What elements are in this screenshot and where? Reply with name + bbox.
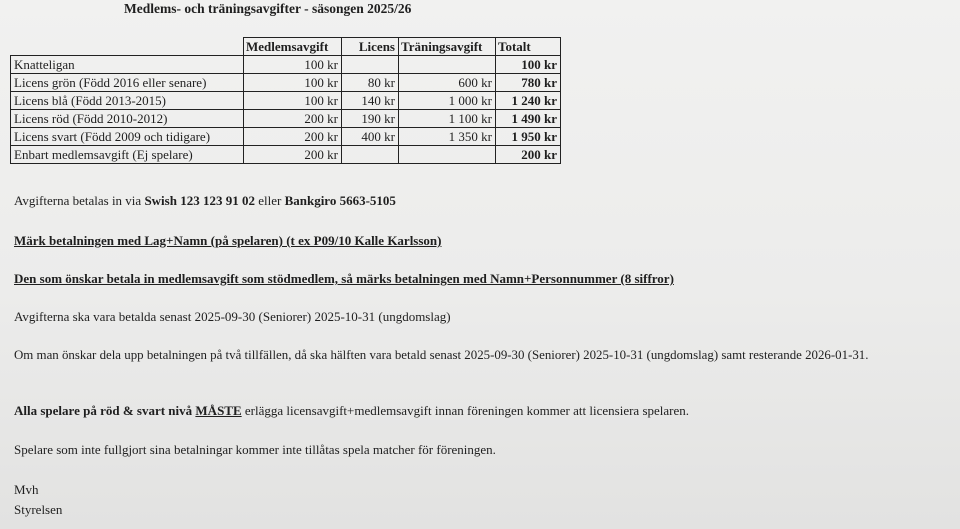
row-license bbox=[342, 146, 399, 164]
row-license: 190 kr bbox=[342, 110, 399, 128]
row-training: 600 kr bbox=[399, 74, 496, 92]
header-license: Licens bbox=[342, 38, 399, 56]
row-membership: 100 kr bbox=[244, 92, 342, 110]
row-name: Licens svart (Född 2009 och tidigare) bbox=[11, 128, 244, 146]
row-name: Licens röd (Född 2010-2012) bbox=[11, 110, 244, 128]
row-total: 1 490 kr bbox=[496, 110, 561, 128]
row-membership: 200 kr bbox=[244, 128, 342, 146]
swish-number: Swish 123 123 91 02 bbox=[144, 193, 255, 208]
table-row bbox=[11, 56, 561, 74]
row-membership: 200 kr bbox=[244, 146, 342, 164]
table-header-row bbox=[11, 38, 561, 56]
header-total: Totalt bbox=[496, 38, 561, 56]
header-blank bbox=[11, 38, 244, 56]
license-rule-note bbox=[14, 403, 689, 419]
deadline-note: Avgifterna ska vara betalda senast 2025-09-30 (Seniorer) 2025-10-31 (ungdomslag) bbox=[14, 309, 451, 324]
row-license: 400 kr bbox=[342, 128, 399, 146]
row-name: Licens blå (Född 2013-2015) bbox=[11, 92, 244, 110]
row-training bbox=[399, 146, 496, 164]
table-row bbox=[11, 110, 561, 128]
license-rule-prefix: Alla spelare på röd & svart nivå bbox=[14, 403, 196, 418]
table-row bbox=[11, 146, 561, 164]
header-membership: Medlemsavgift bbox=[244, 38, 342, 56]
row-license bbox=[342, 56, 399, 74]
no-matches-note: Spelare som inte fullgjort sina betalningar kommer inte tillåtas spela matcher för föreningen. bbox=[14, 442, 496, 457]
row-total: 780 kr bbox=[496, 74, 561, 92]
mark-payment-note: Märk betalningen med Lag+Namn (på spelaren) (t ex P09/10 Kalle Karlsson) bbox=[14, 233, 442, 248]
bankgiro-number: Bankgiro 5663-5105 bbox=[284, 193, 396, 208]
row-license: 140 kr bbox=[342, 92, 399, 110]
signoff-sender: Styrelsen bbox=[14, 502, 63, 517]
row-name: Knatteligan bbox=[11, 56, 244, 74]
payment-info bbox=[14, 193, 396, 209]
row-name: Enbart medlemsavgift (Ej spelare) bbox=[11, 146, 244, 164]
table-row bbox=[11, 128, 561, 146]
row-membership: 200 kr bbox=[244, 110, 342, 128]
license-rule-rest: erlägga licensavgift+medlemsavgift innan föreningen kommer att licensiera spelaren. bbox=[241, 403, 689, 418]
fee-table bbox=[10, 37, 561, 164]
row-name: Licens grön (Född 2016 eller senare) bbox=[11, 74, 244, 92]
row-total: 100 kr bbox=[496, 56, 561, 74]
payment-prefix: Avgifterna betalas in via bbox=[14, 193, 145, 208]
row-training: 1 100 kr bbox=[399, 110, 496, 128]
row-total: 1 240 kr bbox=[496, 92, 561, 110]
row-total: 200 kr bbox=[496, 146, 561, 164]
row-membership: 100 kr bbox=[244, 74, 342, 92]
row-training: 1 000 kr bbox=[399, 92, 496, 110]
split-payment-note: Om man önskar dela upp betalningen på två tillfällen, då ska hälften vara betald senast 2025-09-30 (Seniorer) 2025-10-31 (ungdomslag) samt resterande 2026-01-31. bbox=[14, 348, 869, 362]
table-row bbox=[11, 92, 561, 110]
row-membership: 100 kr bbox=[244, 56, 342, 74]
payment-middle: eller bbox=[254, 193, 285, 208]
signoff-greeting: Mvh bbox=[14, 482, 39, 497]
page-title: Medlems- och träningsavgifter - säsongen 2025/26 bbox=[124, 1, 412, 16]
support-member-note: Den som önskar betala in medlemsavgift som stödmedlem, så märks betalningen med Namn+Personnummer (8 siffror) bbox=[14, 271, 674, 286]
row-total: 1 950 kr bbox=[496, 128, 561, 146]
row-license: 80 kr bbox=[342, 74, 399, 92]
row-training bbox=[399, 56, 496, 74]
license-rule-must: MÅSTE bbox=[195, 403, 242, 418]
header-training: Träningsavgift bbox=[399, 38, 496, 56]
row-training: 1 350 kr bbox=[399, 128, 496, 146]
table-row bbox=[11, 74, 561, 92]
